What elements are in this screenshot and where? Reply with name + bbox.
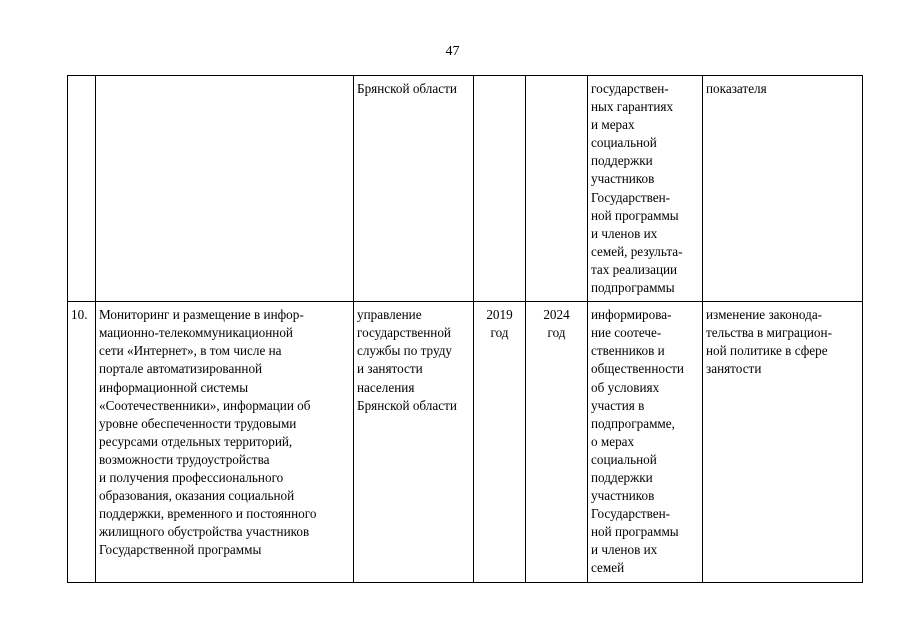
start-year-cell: [474, 302, 526, 582]
measure-line: Мониторинг и размещение в инфор-: [99, 307, 304, 323]
result-line: ние соотече-: [591, 325, 662, 341]
end-year-cell: [526, 76, 588, 302]
indicator-line: изменение законода-: [706, 307, 823, 323]
row-number-cell: [68, 76, 96, 302]
result-line: семей, результа-: [591, 243, 683, 259]
start-year: 2019: [486, 307, 513, 323]
measure-cell: [96, 302, 354, 582]
result-line: информирова-: [591, 307, 672, 323]
measure-line: образования, оказания социальной: [99, 488, 295, 504]
row-number: 10.: [71, 307, 88, 323]
result-line: поддержки: [591, 469, 653, 485]
result-line: социальной: [591, 135, 657, 151]
end-year-cell: [526, 302, 588, 582]
measure-line: уровне обеспеченности трудовыми: [99, 415, 297, 431]
result-line: участия в: [591, 397, 645, 413]
measures-table: [67, 75, 863, 583]
result-line: участников: [591, 488, 655, 504]
result-line: подпрограмме,: [591, 415, 675, 431]
result-line: государствен-: [591, 81, 669, 96]
indicator-line: тельства в миграцион-: [706, 325, 832, 341]
end-year: 2024: [543, 307, 570, 323]
measure-cell: [96, 76, 354, 302]
result-line: тах реализации: [591, 261, 678, 277]
indicator-line: показателя: [706, 81, 767, 96]
result-line: подпрограммы: [591, 280, 675, 296]
result-line: семей: [591, 560, 625, 576]
executor-line: государственной: [357, 325, 451, 341]
page-number: 47: [445, 44, 460, 59]
table-row: [68, 302, 863, 582]
measure-line: сети «Интернет», в том числе на: [99, 343, 282, 359]
executor-line: и занятости: [357, 361, 423, 377]
start-year-cell: [474, 76, 526, 302]
indicator-line: занятости: [706, 361, 762, 377]
result-line: ственников и: [591, 343, 665, 359]
result-line: социальной: [591, 451, 657, 467]
measure-line: мационно-телекоммуникационной: [99, 325, 293, 341]
result-line: Государствен-: [591, 506, 671, 522]
result-line: поддержки: [591, 153, 653, 169]
executor-line: службы по труду: [357, 343, 453, 359]
row-number-cell: [68, 302, 96, 582]
result-line: ных гарантиях: [591, 99, 674, 115]
result-line: и членов их: [591, 225, 658, 241]
measure-line: «Соотечественники», информации об: [99, 397, 311, 413]
measure-line: возможности трудоустройства: [99, 451, 270, 467]
indicator-cell: [703, 76, 863, 302]
measure-line: и получения профессионального: [99, 469, 284, 485]
executor-line: Брянской области: [357, 81, 457, 96]
result-cell: [588, 76, 703, 302]
executor-cell: [354, 302, 474, 582]
measure-line: портале автоматизированной: [99, 361, 263, 377]
result-line: и мерах: [591, 117, 635, 133]
result-line: и членов их: [591, 542, 658, 558]
result-line: об условиях: [591, 379, 660, 395]
result-line: участников: [591, 171, 655, 187]
measure-line: поддержки, временного и постоянного: [99, 506, 317, 522]
measure-line: Государственной программы: [99, 542, 262, 558]
executor-line: управление: [357, 307, 422, 323]
result-line: общественности: [591, 361, 684, 377]
indicator-line: ной политике в сфере: [706, 343, 828, 359]
executor-cell: [354, 76, 474, 302]
end-year-unit: год: [547, 325, 566, 341]
measure-line: информационной системы: [99, 379, 249, 395]
executor-line: населения: [357, 379, 415, 395]
indicator-cell: [703, 302, 863, 582]
result-line: о мерах: [591, 433, 635, 449]
measure-line: ресурсами отдельных территорий,: [99, 433, 293, 449]
result-cell: [588, 302, 703, 582]
start-year-unit: год: [490, 325, 509, 341]
executor-line: Брянской области: [357, 397, 457, 413]
result-line: ной программы: [591, 524, 679, 540]
result-line: Государствен-: [591, 189, 671, 205]
result-line: ной программы: [591, 207, 679, 223]
measure-line: жилищного обустройства участников: [99, 524, 310, 540]
table-row: [68, 76, 863, 302]
